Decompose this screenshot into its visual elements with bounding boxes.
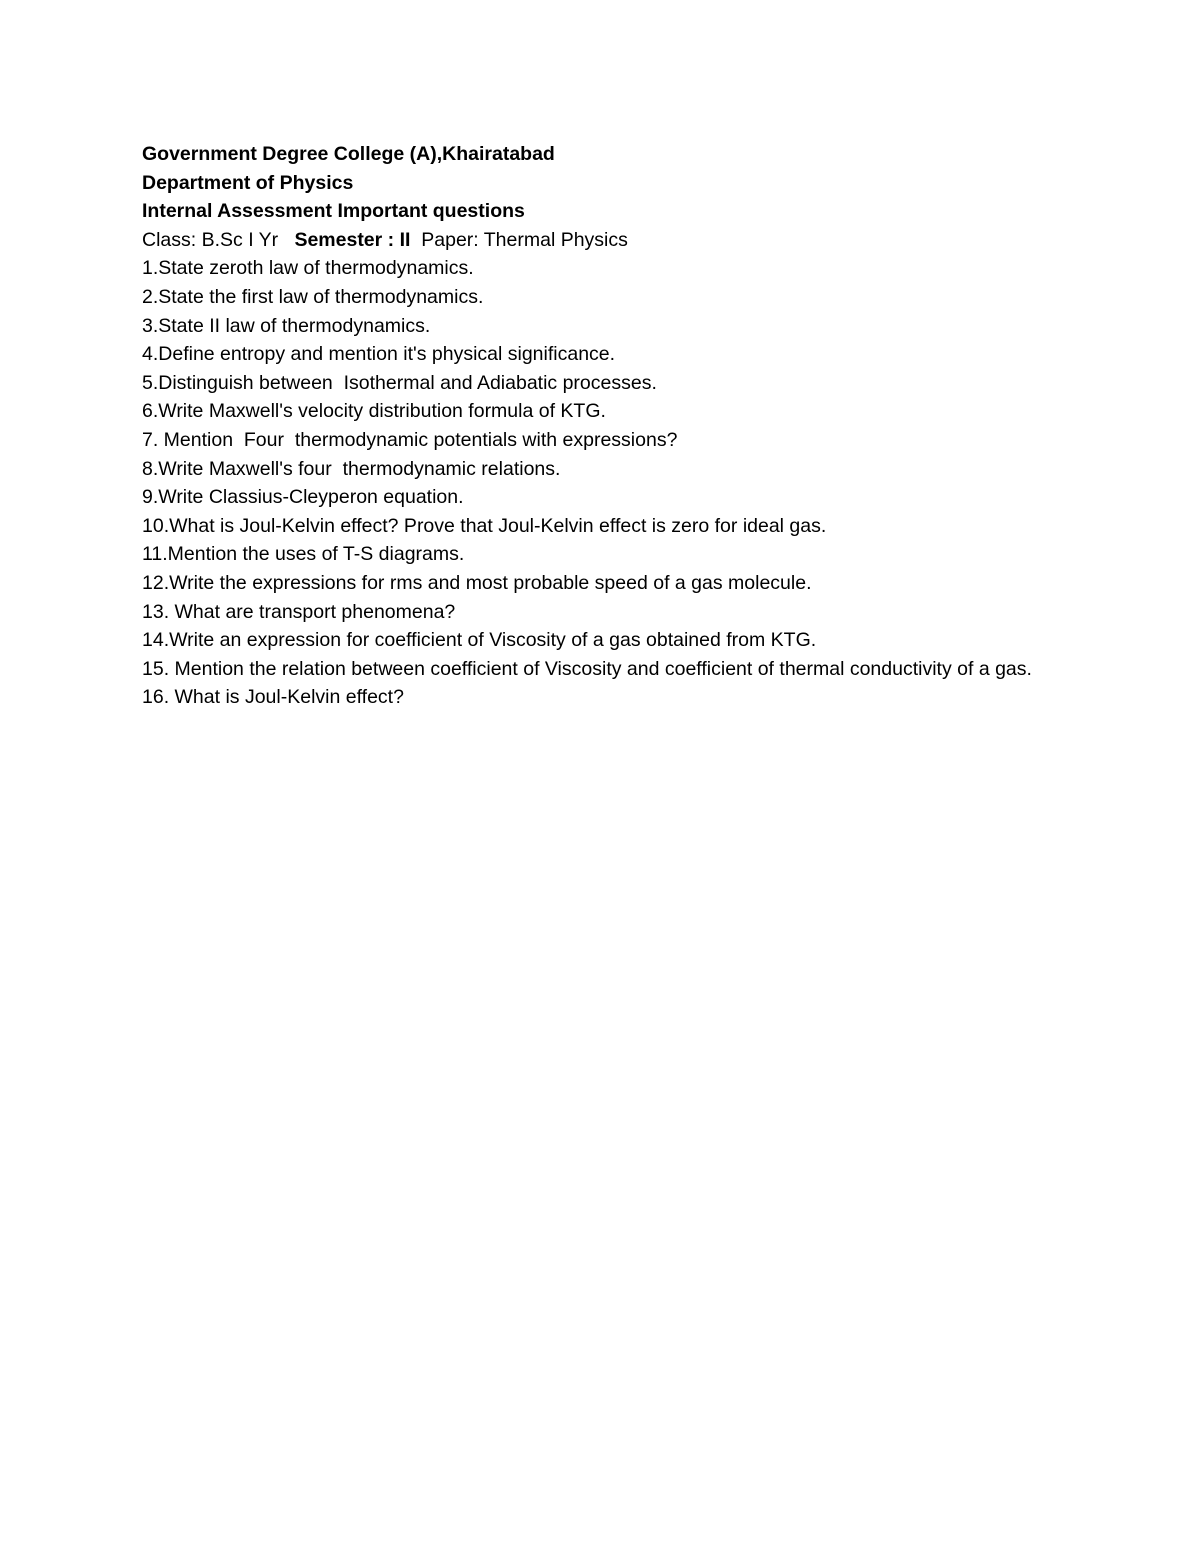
assessment-title: Internal Assessment Important questions: [142, 200, 525, 223]
question-item: 16. What is Joul-Kelvin effect?: [142, 686, 404, 709]
question-list: [142, 254, 1047, 712]
semester-label: Semester : II: [294, 228, 411, 251]
document-content: [142, 140, 1047, 712]
question-item: 10.What is Joul-Kelvin effect? Prove that Joul-Kelvin effect is zero for ideal gas.: [142, 514, 827, 537]
question-item: 9.Write Classius-Cleyperon equation.: [142, 486, 464, 509]
question-item: 1.State zeroth law of thermodynamics.: [142, 257, 474, 280]
question-item: 4.Define entropy and mention it's physical significance.: [142, 343, 616, 366]
question-item: 5.Distinguish between Isothermal and Adiabatic processes.: [142, 371, 657, 394]
paper-label: Paper: Thermal Physics: [410, 228, 628, 251]
question-item: 7. Mention Four thermodynamic potentials with expressions?: [142, 428, 678, 451]
class-info-line: [142, 226, 1047, 255]
question-item: 3.State II law of thermodynamics.: [142, 314, 431, 337]
department-name: Department of Physics: [142, 171, 354, 194]
college-name: Government Degree College (A),Khairatabad: [142, 143, 555, 165]
class-label: Class: B.Sc I Yr: [142, 228, 295, 251]
question-item: 8.Write Maxwell's four thermodynamic relations.: [142, 457, 561, 480]
question-item: 15. Mention the relation between coefficient of Viscosity and coefficient of thermal conductivity of a gas.: [142, 657, 1032, 680]
question-item: 6.Write Maxwell's velocity distribution formula of KTG.: [142, 400, 606, 423]
question-item: 14.Write an expression for coefficient of Viscosity of a gas obtained from KTG.: [142, 629, 817, 652]
question-item: 2.State the first law of thermodynamics.: [142, 285, 484, 308]
question-item: 13. What are transport phenomena?: [142, 600, 456, 623]
question-item: 11.Mention the uses of T-S diagrams.: [142, 543, 465, 566]
question-item: 12.Write the expressions for rms and most probable speed of a gas molecule.: [142, 571, 812, 594]
